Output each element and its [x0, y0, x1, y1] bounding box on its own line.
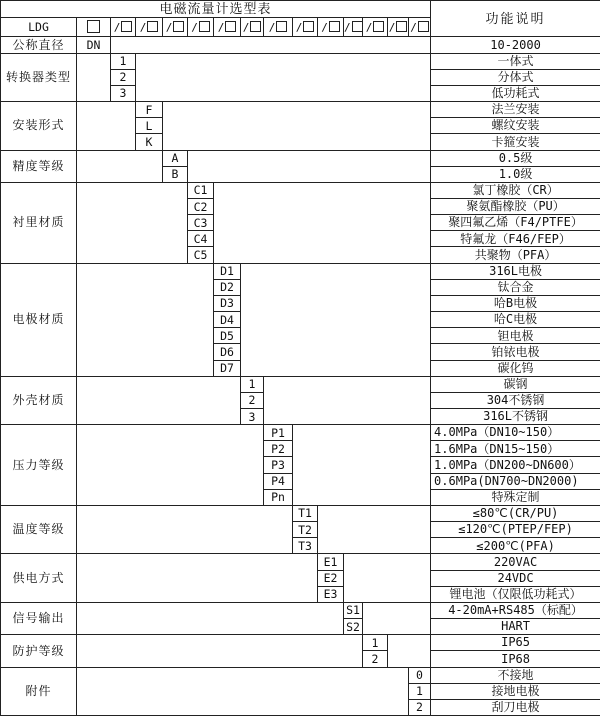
empty-cell: [77, 53, 111, 101]
code-cell: D7: [214, 360, 241, 376]
checkbox-glyph: [121, 21, 132, 32]
code-slot-cell: /: [136, 18, 163, 37]
value-cell: 分体式: [431, 69, 600, 85]
value-cell: 24VDC: [431, 570, 600, 586]
code-cell: 3: [241, 409, 264, 425]
checkbox-glyph: [147, 21, 158, 32]
code-cell: D2: [214, 279, 241, 295]
code-cell: 1: [409, 683, 431, 699]
empty-cell: [77, 505, 293, 553]
empty-cell: [264, 376, 431, 424]
code-cell: E3: [318, 586, 344, 602]
code-cell: 0: [409, 667, 431, 683]
value-cell: 低功耗式: [431, 85, 600, 101]
checkbox-glyph: [396, 21, 407, 32]
code-cell: T1: [293, 505, 318, 521]
value-cell: 316L电极: [431, 263, 600, 279]
category-label-power-supply: 供电方式: [1, 554, 77, 602]
model-prefix: LDG: [1, 18, 77, 37]
table-title: 电磁流量计选型表: [1, 1, 431, 18]
checkbox-glyph: [276, 21, 287, 32]
code-slot-cell: /: [293, 18, 318, 37]
empty-cell: [77, 182, 188, 263]
code-cell: C3: [188, 215, 214, 231]
checkbox-glyph: [303, 21, 314, 32]
empty-cell: [111, 37, 431, 53]
code-cell: 2: [241, 392, 264, 408]
value-cell: 氯丁橡胶（CR）: [431, 182, 600, 198]
code-cell: C5: [188, 247, 214, 263]
value-cell: 1.0MPa（DN200~DN600）: [431, 457, 600, 473]
value-cell: ≤120℃(PTEP/FEP): [431, 522, 600, 538]
empty-cell: [77, 602, 344, 634]
value-cell: 法兰安装: [431, 102, 600, 118]
category-label-protection-rating: 防护等级: [1, 635, 77, 667]
value-cell: 接地电极: [431, 683, 600, 699]
value-cell: 聚氨酯橡胶（PU）: [431, 198, 600, 214]
value-cell: 哈B电极: [431, 295, 600, 311]
value-cell: 共聚物（PFA）: [431, 247, 600, 263]
checkbox-glyph: [373, 21, 384, 32]
value-cell: 螺纹安装: [431, 118, 600, 134]
value-cell: 碳钢: [431, 376, 600, 392]
code-cell: S1: [344, 602, 363, 618]
value-cell: 4.0MPa（DN10~150）: [431, 425, 600, 441]
checkbox-glyph: [329, 21, 340, 32]
checkbox-glyph: [87, 20, 100, 33]
code-slot-cell: /: [344, 18, 363, 37]
value-cell: 铂铱电极: [431, 344, 600, 360]
value-cell: 哈C电极: [431, 312, 600, 328]
value-cell: 特殊定制: [431, 489, 600, 505]
code-cell: D1: [214, 263, 241, 279]
code-cell: C1: [188, 182, 214, 198]
empty-cell: [77, 425, 264, 506]
value-cell: 0.6MPa(DN700~DN2000): [431, 473, 600, 489]
code-cell: D6: [214, 344, 241, 360]
code-cell: D5: [214, 328, 241, 344]
value-cell: 0.5级: [431, 150, 600, 166]
value-cell: 1.0级: [431, 166, 600, 182]
checkbox-glyph: [225, 21, 236, 32]
model-box-cell: [77, 18, 111, 37]
category-label-nominal-diameter: 公称直径: [1, 37, 77, 53]
value-cell: ≤80℃(CR/PU): [431, 505, 600, 521]
code-cell: 1: [111, 53, 136, 69]
value-cell: 一体式: [431, 53, 600, 69]
value-cell: 钽电极: [431, 328, 600, 344]
code-cell: 1: [363, 635, 388, 651]
category-label-installation-type: 安装形式: [1, 102, 77, 150]
code-cell: F: [136, 102, 163, 118]
empty-cell: [77, 376, 241, 424]
empty-cell: [344, 554, 431, 602]
code-cell: 1: [241, 376, 264, 392]
code-cell: 2: [111, 69, 136, 85]
code-slot-cell: /: [388, 18, 409, 37]
checkbox-glyph: [418, 21, 429, 32]
empty-cell: [77, 150, 163, 182]
code-slot-cell: /: [214, 18, 241, 37]
code-cell: P2: [264, 441, 293, 457]
code-cell: P1: [264, 425, 293, 441]
value-cell: ≤200℃(PFA): [431, 538, 600, 554]
code-slot-cell: /: [241, 18, 264, 37]
category-label-liner-material: 衬里材质: [1, 182, 77, 263]
value-cell: 1.6MPa（DN15~150）: [431, 441, 600, 457]
value-cell: 304不锈钢: [431, 392, 600, 408]
empty-cell: [388, 635, 431, 667]
category-label-housing-material: 外壳材质: [1, 376, 77, 424]
category-label-accessories: 附件: [1, 667, 77, 716]
empty-cell: [77, 102, 136, 150]
empty-cell: [77, 635, 363, 667]
value-cell: 刮刀电极: [431, 699, 600, 715]
category-label-converter-type: 转换器类型: [1, 53, 77, 101]
code-cell: 2: [409, 699, 431, 715]
value-cell: 卡箍安装: [431, 134, 600, 150]
value-cell: 不接地: [431, 667, 600, 683]
checkbox-glyph: [250, 21, 261, 32]
empty-cell: [163, 102, 431, 150]
category-label-electrode-material: 电极材质: [1, 263, 77, 376]
value-cell: 4-20mA+RS485（标配）: [431, 602, 600, 618]
empty-cell: [77, 667, 409, 716]
category-label-temperature-rating: 温度等级: [1, 505, 77, 553]
empty-cell: [318, 505, 431, 553]
value-cell: IP65: [431, 635, 600, 651]
empty-cell: [363, 602, 431, 634]
value-cell: IP68: [431, 651, 600, 667]
code-slot-cell: /: [264, 18, 293, 37]
code-slot-cell: /: [111, 18, 136, 37]
code-cell: B: [163, 166, 188, 182]
value-cell: 聚四氟乙烯（F4/PTFE）: [431, 215, 600, 231]
code-cell: C4: [188, 231, 214, 247]
code-cell: T2: [293, 522, 318, 538]
code-cell: 2: [363, 651, 388, 667]
value-cell: 钛合金: [431, 279, 600, 295]
value-cell: 220VAC: [431, 554, 600, 570]
code-cell: A: [163, 150, 188, 166]
code-cell: T3: [293, 538, 318, 554]
checkbox-glyph: [173, 21, 184, 32]
empty-cell: [214, 182, 431, 263]
category-label-pressure-rating: 压力等级: [1, 425, 77, 506]
value-cell: 特氟龙（F46/FEP）: [431, 231, 600, 247]
category-label-signal-output: 信号输出: [1, 602, 77, 634]
code-slot-cell: /: [188, 18, 214, 37]
function-column-header: 功能说明: [431, 1, 600, 37]
code-slot-cell: /: [318, 18, 344, 37]
empty-cell: [293, 425, 431, 506]
code-cell: D4: [214, 312, 241, 328]
empty-cell: [241, 263, 431, 376]
code-slot-cell: /: [363, 18, 388, 37]
code-cell: Pn: [264, 489, 293, 505]
code-cell: S2: [344, 619, 363, 635]
value-cell: 锂电池（仅限低功耗式）: [431, 586, 600, 602]
code-cell: P4: [264, 473, 293, 489]
code-cell: K: [136, 134, 163, 150]
value-cell: 316L不锈钢: [431, 409, 600, 425]
empty-cell: [188, 150, 431, 182]
empty-cell: [77, 263, 214, 376]
code-cell: C2: [188, 198, 214, 214]
category-label-accuracy-class: 精度等级: [1, 150, 77, 182]
code-cell: 3: [111, 85, 136, 101]
checkbox-glyph: [352, 21, 363, 32]
checkbox-glyph: [199, 21, 210, 32]
code-cell: P3: [264, 457, 293, 473]
code-cell: E1: [318, 554, 344, 570]
empty-cell: [136, 53, 431, 101]
code-cell: E2: [318, 570, 344, 586]
value-cell: 10-2000: [431, 37, 600, 53]
empty-cell: [77, 554, 318, 602]
code-cell: L: [136, 118, 163, 134]
code-cell: DN: [77, 37, 111, 53]
value-cell: 碳化钨: [431, 360, 600, 376]
code-cell: D3: [214, 295, 241, 311]
code-slot-cell: /: [409, 18, 431, 37]
code-slot-cell: /: [163, 18, 188, 37]
value-cell: HART: [431, 619, 600, 635]
